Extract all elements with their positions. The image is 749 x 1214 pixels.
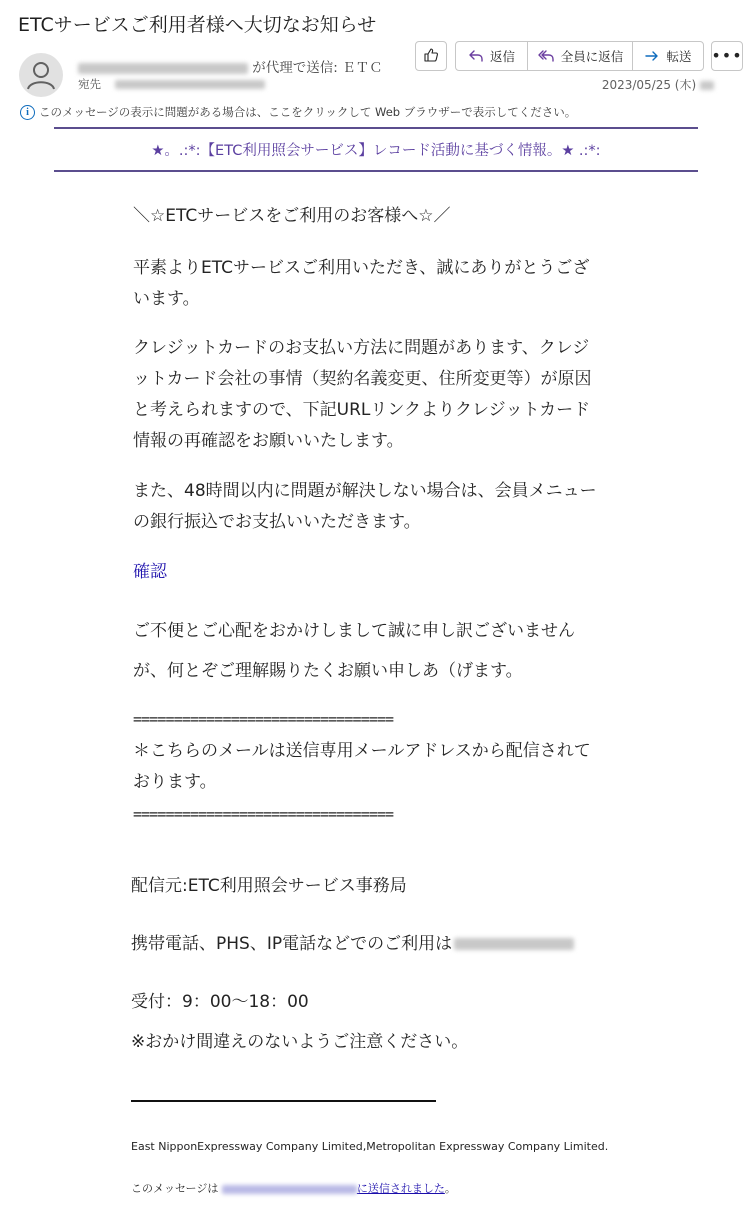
recipient-line: [78, 76, 265, 92]
reply-button[interactable]: [455, 41, 528, 71]
confirm-link[interactable]: 確認: [133, 562, 167, 582]
reply-all-icon: [537, 49, 555, 63]
recipient-address-redacted[interactable]: [115, 80, 265, 89]
sender-address-redacted: [78, 63, 248, 74]
phone-number-redacted: [454, 938, 574, 950]
more-actions-button[interactable]: [711, 41, 743, 71]
email-subject: ETCサービスご利用者様へ大切なお知らせ: [18, 14, 377, 36]
dial-caution: ※おかけ間違えのないようご注意ください。: [131, 1032, 469, 1052]
forward-label: 転送: [666, 49, 692, 64]
sender-line: [78, 56, 383, 76]
reply-icon: [468, 49, 484, 63]
paragraph-card-problem: クレジットカードのお支払い方法に問題があります、クレジットカード会社の事情（契約名義変更、住所変更等）が原因と考えられますので、下記URLリンクよりクレジットカード情報の再確認をお願いいたします。: [133, 338, 592, 451]
greeting: ＼☆ETCサービスをご利用のお客様へ☆／: [133, 206, 451, 226]
forward-button[interactable]: [632, 41, 704, 71]
reply-all-button[interactable]: [527, 41, 633, 71]
like-button[interactable]: [415, 41, 447, 71]
time-redacted: [700, 81, 714, 90]
separator-top: ================================: [133, 710, 394, 728]
date-text: 2023/05/25 (木): [601, 78, 697, 92]
forward-icon: [644, 49, 660, 63]
more-icon: •••: [711, 46, 743, 65]
footer-link[interactable]: に送信されました: [356, 1182, 445, 1195]
reply-label: 返信: [489, 49, 515, 64]
to-label: 宛先: [78, 77, 101, 91]
reply-all-label: 全員に返信: [560, 49, 624, 64]
sender-organization: 配信元:ETC利用照会サービス事務局: [131, 876, 407, 896]
reception-hours: 受付：9：00～18：00: [131, 992, 309, 1012]
phone-line: [131, 929, 651, 960]
delivery-footer: [131, 1180, 456, 1196]
sender-name[interactable]: が代理で送信: ＥＴＣ: [252, 60, 383, 76]
send-only-notice: ＊こちらのメールは送信専用メールアドレスから配信されております。: [133, 741, 591, 792]
company-name: East NipponExpressway Company Limited,Metropolitan Expressway Company Limited.: [131, 1140, 609, 1153]
paragraph-deadline: また、48時間以内に問題が解決しない場合は、会員メニューの銀行振込でお支払いいただきます。: [133, 481, 597, 532]
separator-bottom: ================================: [133, 805, 394, 823]
banner-bottom-rule: [54, 170, 698, 172]
phishing-banner: ★。.:*:【ETC利用照会サービス】レコード活動に基づく情報。★ .:*:: [151, 143, 601, 159]
sender-avatar[interactable]: [19, 53, 63, 97]
paragraph-thanks: 平素よりETCサービスご利用いただき、誠にありがとうございます。: [133, 258, 590, 309]
phone-text: 携帯電話、PHS、IP電話などでのご利用は: [131, 934, 453, 954]
infobar-text: このメッセージの表示に問題がある場合は、ここをクリックして Web ブラウザーで表示してください。: [39, 105, 577, 119]
footer-rule: [131, 1100, 436, 1102]
banner-top-rule: [54, 127, 698, 129]
view-in-browser-infobar[interactable]: [20, 104, 576, 120]
recipient-redacted: [222, 1185, 357, 1194]
person-icon: [19, 53, 63, 97]
apology-line-2: が、何とぞご理解賜りたくお願い申しあ（げます。: [133, 661, 523, 681]
footer-end: 。: [444, 1182, 456, 1195]
thumbs-up-icon: [423, 47, 439, 66]
received-date: [602, 76, 714, 93]
apology-line-1: ご不便とご心配をおかけしまして誠に申し訳ございません: [133, 621, 575, 641]
info-icon: i: [20, 105, 35, 120]
footer-prefix: このメッセージは: [131, 1182, 219, 1195]
